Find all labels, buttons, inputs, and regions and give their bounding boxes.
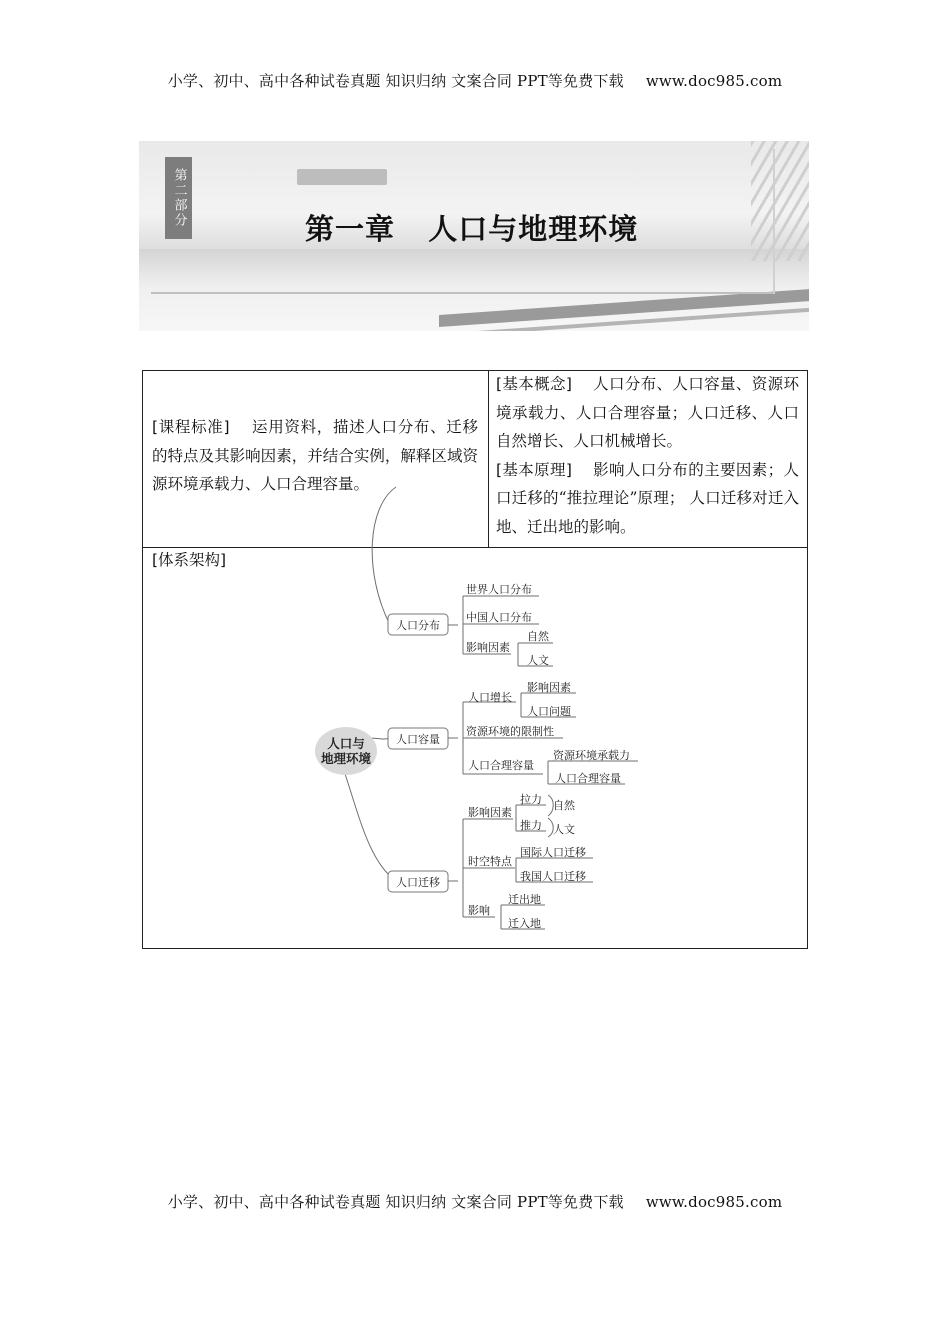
- basic-concept-tag: [基本概念]: [496, 375, 572, 393]
- footer-text: 小学、初中、高中各种试卷真题 知识归纳 文案合同 PPT等免费下载: [167, 1193, 624, 1211]
- mm-root-line1: 人口与: [327, 736, 365, 751]
- mm-migration-factors: 影响因素: [468, 806, 512, 819]
- mm-capacity-label: 人口容量: [396, 733, 440, 746]
- chapter-banner: [139, 141, 809, 331]
- course-standard-text: 运用资料，描述人口分布、迁移的特点及其影响因素，并结合实例，解释区域资源环境承载力、人口合理容量。: [152, 418, 478, 493]
- framework-tag: [体系架构]: [152, 551, 227, 569]
- mm-link-migration: [343, 768, 396, 881]
- banner-rule: [151, 292, 775, 294]
- mm-capacity-growth: 人口增长: [468, 691, 512, 704]
- course-standard-tag: [课程标准]: [152, 418, 230, 436]
- part-tag: [165, 157, 192, 239]
- mm-migration-push: 推力: [520, 819, 542, 832]
- mm-dist-human: 人文: [527, 654, 549, 667]
- mm-migration-branches: [448, 819, 515, 917]
- mm-capacity-carrying: 资源环境承载力: [553, 749, 630, 762]
- mm-capacity-reasonable: 人口合理容量: [468, 759, 534, 772]
- mm-migration-international: 国际人口迁移: [520, 846, 586, 859]
- banner-leaves-image: [751, 141, 809, 261]
- banner-rule-vertical: [773, 149, 775, 294]
- mm-migration-natural: 自然: [553, 799, 575, 812]
- header-site: www.doc985.com: [645, 72, 783, 90]
- mm-migration-impact: 影响: [468, 904, 490, 917]
- chapter-title: 第一章 人口与地理环境: [305, 212, 639, 246]
- mm-capacity-limits: 资源环境的限制性: [466, 725, 554, 738]
- mm-dist-label: 人口分布: [396, 619, 440, 632]
- top-header: [0, 70, 950, 91]
- mm-migration-outflow: 迁出地: [508, 893, 541, 906]
- mm-root-line2: 地理环境: [320, 751, 372, 766]
- mm-migration-pull: 拉力: [520, 793, 542, 806]
- footer-site: www.doc985.com: [645, 1193, 783, 1211]
- basic-concept-text: 人口分布、人口容量、资源环境承载力、人口合理容量；人口迁移、人口自然增长、人口机械增长。: [496, 375, 799, 450]
- bottom-header: [0, 1191, 950, 1212]
- mm-growth-factors: 影响因素: [527, 681, 571, 694]
- part-tag-text: 第二部分: [171, 168, 187, 228]
- mm-migration-label: 人口迁移: [396, 876, 440, 889]
- mm-dist-world: 世界人口分布: [466, 583, 532, 596]
- mm-migration-inflow: 迁入地: [508, 917, 541, 930]
- standards-table: [142, 370, 808, 949]
- mm-migration-domestic: 我国人口迁移: [520, 870, 586, 883]
- header-text: 小学、初中、高中各种试卷真题 知识归纳 文案合同 PPT等免费下载: [167, 72, 624, 90]
- mm-migration-human: 人文: [553, 823, 575, 836]
- mind-map: [143, 371, 807, 948]
- mm-dist-factors: 影响因素: [466, 641, 510, 654]
- basic-principle-tag: [基本原理]: [496, 460, 572, 479]
- mm-dist-natural: 自然: [527, 630, 549, 643]
- banner-boat-image: [297, 169, 387, 185]
- mm-link-dist: [372, 487, 396, 625]
- mm-growth-problems: 人口问题: [527, 705, 571, 718]
- mm-capacity-reasonable-sub: 人口合理容量: [555, 772, 621, 785]
- mm-migration-spacetime: 时空特点: [468, 855, 512, 868]
- mm-dist-china: 中国人口分布: [466, 611, 532, 624]
- basic-principle-text: 影响人口分布的主要因素；人口迁移的“推拉理论”原理； 人口迁移对迁入地、迁出地的影响。: [496, 460, 799, 536]
